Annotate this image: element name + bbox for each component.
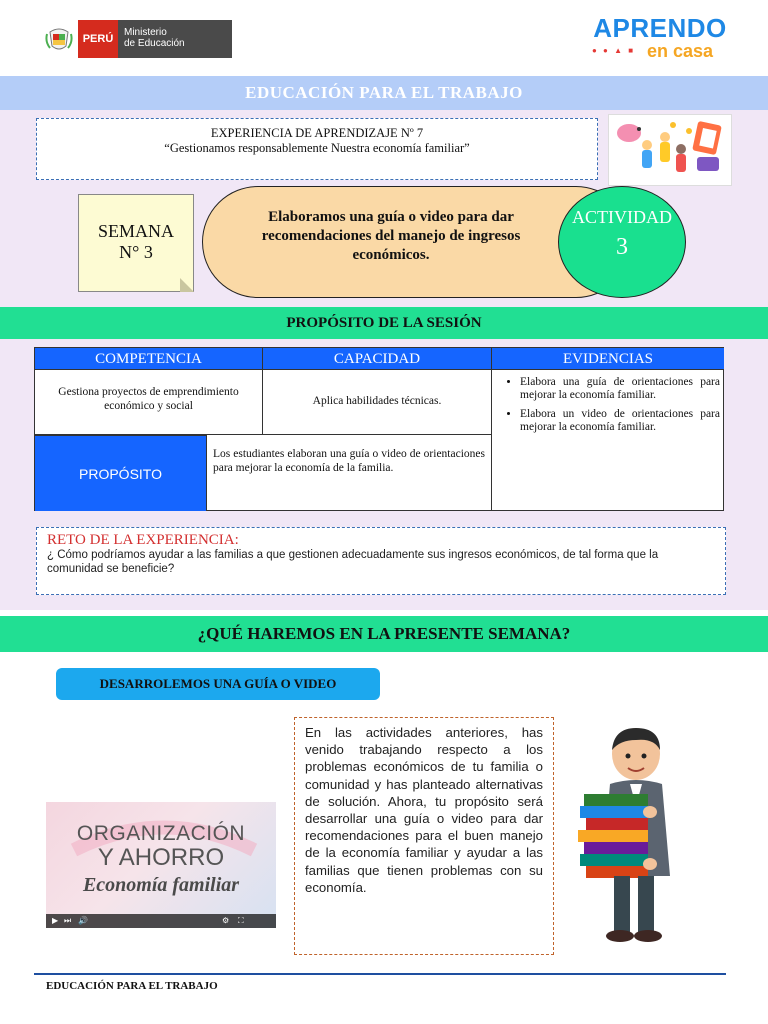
footer-divider <box>34 973 726 975</box>
video-thumbnail[interactable] <box>46 802 276 928</box>
activity-number: 3 <box>616 234 628 260</box>
peru-shield-icon <box>40 20 78 58</box>
experience-number: EXPERIENCIA DE APRENDIZAJE Nº 7 <box>210 126 424 140</box>
capacidad-cell: Aplica habilidades técnicas. <box>263 370 492 435</box>
list-item: • Elabora un video de orientaciones para mejorar la economía familiar. <box>520 408 720 434</box>
competencia-cell: Gestiona proyectos de emprendimiento económico y social <box>35 370 263 435</box>
footer-course-title: EDUCACIÓN PARA EL TRABAJO <box>46 980 218 992</box>
family-economy-illustration <box>608 114 732 186</box>
evidencias-list <box>492 376 720 440</box>
challenge-question: ¿ Cómo podríamos ayudar a las familias a que gestionen adecuadamente sus ingresos económicos, de tal forma que la comunidad se beneficie? <box>47 549 659 575</box>
course-title-band: EDUCACIÓN PARA EL TRABAJO <box>0 76 768 110</box>
competency-table <box>34 347 724 511</box>
peru-label: PERÚ <box>78 20 118 58</box>
proposito-label: PROPÓSITO <box>35 435 207 511</box>
note-fold <box>180 278 194 292</box>
fullscreen-icon[interactable]: ⛶ <box>238 916 244 925</box>
ministry-label: Ministerio de Educación <box>118 20 232 58</box>
table-header-capacidad: CAPACIDAD <box>263 348 492 370</box>
experience-name: “Gestionamos responsablemente Nuestra economía familiar” <box>164 141 470 155</box>
minedu-logo <box>40 20 232 58</box>
table-header-evidencias: EVIDENCIAS <box>492 348 724 370</box>
video-title-line1: ORGANIZACIÓN <box>76 822 246 845</box>
brand-subtitle: en casa <box>646 41 714 61</box>
list-item: • Elabora una guía de orientaciones para mejorar la economía familiar. <box>520 376 720 402</box>
brand-title: APRENDO <box>593 13 727 43</box>
video-controls-bar[interactable] <box>46 914 276 928</box>
week-number: N° 3 <box>119 242 153 262</box>
play-icon[interactable]: ▶ <box>52 916 59 925</box>
activity-circle <box>558 186 686 298</box>
session-purpose-band: PROPÓSITO DE LA SESIÓN <box>0 307 768 339</box>
video-title-line3: Economía familiar <box>82 874 240 896</box>
settings-icon[interactable]: ⚙ <box>222 916 230 925</box>
next-icon[interactable]: ⏭ <box>64 916 72 925</box>
week-label: SEMANA <box>97 221 174 241</box>
week-plan-band: ¿QUÉ HAREMOS EN LA PRESENTE SEMANA? <box>0 616 768 652</box>
activity-description: Elaboramos una guía o video para dar recomendaciones del manejo de ingresos económicos. <box>261 209 521 263</box>
week-sticky-note <box>78 194 194 292</box>
brand-dots-icon: ● ● ▲ ■ <box>592 46 636 55</box>
proposito-text: Los estudiantes elaboran una guía o video de orientaciones para mejorar la economía de la familia. <box>207 435 492 511</box>
challenge-title: RETO DE LA EXPERIENCIA: <box>47 532 239 548</box>
volume-icon[interactable]: 🔊 <box>78 916 88 925</box>
challenge-box <box>36 527 726 595</box>
develop-guide-button[interactable]: DESARROLEMOS UNA GUÍA O VIDEO <box>56 668 380 700</box>
table-header-competencia: COMPETENCIA <box>35 348 263 370</box>
activity-label: ACTIVIDAD <box>572 207 672 227</box>
teacher-with-books-illustration <box>574 726 684 946</box>
instructions-text-box: En las actividades anteriores, has venido trabajando respecto a los problemas económicos de tu familia o comunidad y has planteado alternativas de solución. Ahora, tu propósito será desarrollar una guía o video para dar recomendaciones para el buen manejo de la economía familiar y ayudar a las familias que tienen problemas con su economía. <box>294 717 554 955</box>
aprendo-en-casa-logo <box>590 14 730 60</box>
video-title-line2: Y AHORRO <box>97 844 225 871</box>
experience-box <box>36 118 598 180</box>
